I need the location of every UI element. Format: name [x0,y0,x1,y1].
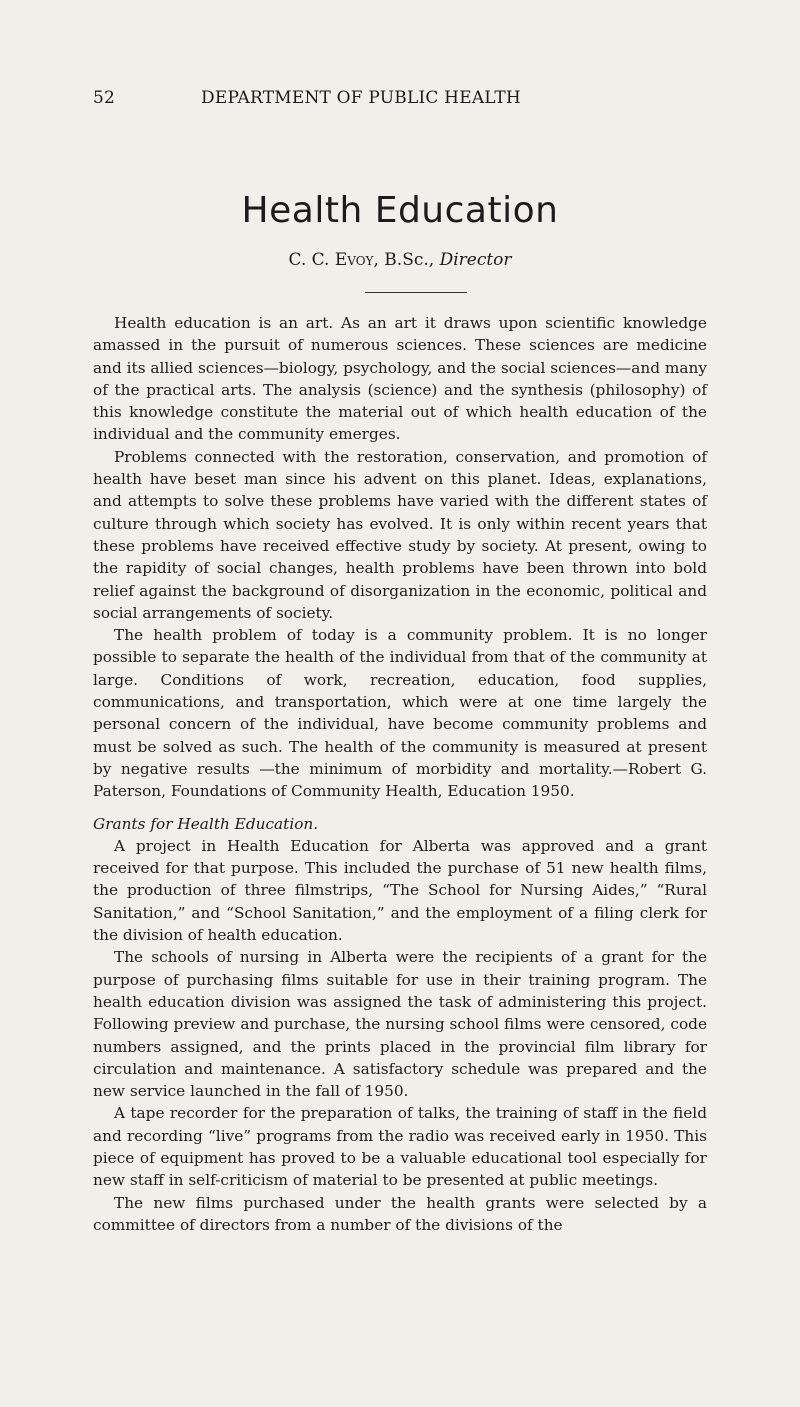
article-body [93,312,707,1236]
paragraph: A project in Health Education for Alberta was approved and a grant received for that purpose. This included the purchase of 51 new health films, the production of three filmstrips, “The School for Nursing Aides,” “Rural Sanitation,” and “School Sanitation,” and the employment of a filing clerk for the division of health education. [93,836,707,945]
paragraph: The schools of nursing in Alberta were the recipients of a grant for the purpose of purchasing films suitable for use in their training program. The health education division was assigned the task of administering this project. Following preview and purchase, the nursing school films were censored, code numbers assigned, and the prints placed in the provincial film library for circulation and maintenance. A satisfactory schedule was prepared and the new service launched in the fall of 1950. [93,948,707,1101]
title-divider [365,292,467,293]
byline-degree: B.Sc., [378,250,440,270]
page-number: 52 [93,88,116,108]
paragraph: Problems connected with the restoration, conservation, and promotion of health have beset man since his advent on this planet. Ideas, explanations, and attempts to solve these problems have varied with the different states of culture through which society has evolved. It is only within recent years that these problems have received effective study by society. At present, owing to the rapidity of social changes, health problems have been thrown into bold relief against the background of disorganization in the economic, political and social arrangements of society. [93,447,707,622]
article-title: Health Education [241,190,559,231]
paragraph: The health problem of today is a community problem. It is no longer possible to separate the health of the individual from that of the community at large. Conditions of work, recreation, education, food supplies, communications, and transportation, which were at one time largely the personal concern of the individual, have become community problems and must be solved as such. The health of the community is measured at present by negative results —the minimum of morbidity and mortality.—Robert G. Paterson, Foundations of Community Health, Education 1950. [93,626,707,801]
section-heading: Grants for Health Education. [93,814,319,833]
paragraph: The new films purchased under the health grants were selected by a committee of directors from a number of the divisions of the [93,1193,707,1234]
running-title: DEPARTMENT OF PUBLIC HEALTH [201,88,521,108]
byline-name: C. C. Evoy, [288,250,379,270]
paragraph: A tape recorder for the preparation of talks, the training of staff in the field and recording “live” programs from the radio was received early in 1950. This piece of equipment has proved to be a valuable educational tool especially for new staff in self-criticism of material to be presented at public meetings. [93,1104,707,1190]
paragraph: Health education is an art. As an art it draws upon scientific knowledge amassed in the pursuit of numerous sciences. These sciences are medicine and its allied sciences—biology, psychology, and the social sciences—and many of the practical arts. The analysis (science) and the synthesis (philosophy) of this knowledge constitute the material out of which health education of the individual and the community emerges. [93,314,707,444]
byline [0,250,800,270]
byline-role: Director [439,250,512,270]
